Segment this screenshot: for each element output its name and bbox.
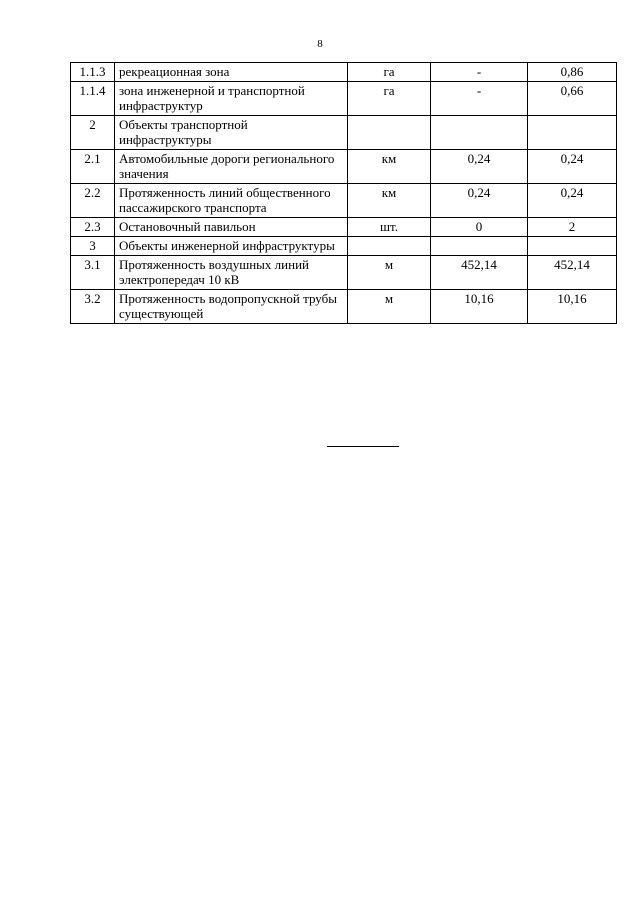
row-number-cell: 2.2 — [71, 184, 115, 218]
row-number-cell: 3.2 — [71, 290, 115, 324]
page-number: 8 — [317, 38, 323, 50]
row-name-cell: Объекты инженерной инфраструктуры — [115, 237, 348, 256]
row-unit-cell — [348, 116, 431, 150]
table-row — [71, 218, 617, 237]
table-row — [71, 63, 617, 82]
indicators-table — [70, 62, 617, 324]
row-value-planned-cell: 452,14 — [528, 256, 617, 290]
row-unit-cell: шт. — [348, 218, 431, 237]
row-number-cell: 2 — [71, 116, 115, 150]
row-value-current-cell: 10,16 — [431, 290, 528, 324]
row-value-current-cell: 0 — [431, 218, 528, 237]
row-number-cell: 3 — [71, 237, 115, 256]
row-unit-cell: м — [348, 290, 431, 324]
row-value-current-cell: 452,14 — [431, 256, 528, 290]
row-value-current-cell — [431, 237, 528, 256]
row-number-cell: 1.1.4 — [71, 82, 115, 116]
row-unit-cell: га — [348, 82, 431, 116]
table-row — [71, 150, 617, 184]
table-row — [71, 256, 617, 290]
row-unit-cell: км — [348, 150, 431, 184]
row-name-cell: Остановочный павильон — [115, 218, 348, 237]
row-number-cell: 2.1 — [71, 150, 115, 184]
row-unit-cell: км — [348, 184, 431, 218]
row-value-current-cell: - — [431, 82, 528, 116]
row-value-planned-cell: 0,24 — [528, 184, 617, 218]
row-value-planned-cell: 0,66 — [528, 82, 617, 116]
row-unit-cell — [348, 237, 431, 256]
row-number-cell: 3.1 — [71, 256, 115, 290]
row-value-planned-cell — [528, 237, 617, 256]
end-of-document-rule — [327, 446, 399, 447]
row-value-current-cell: 0,24 — [431, 184, 528, 218]
row-name-cell: зона инженерной и транспортной инфраструктур — [115, 82, 348, 116]
row-value-current-cell — [431, 116, 528, 150]
row-name-cell: Протяженность воздушных линий электропередач 10 кВ — [115, 256, 348, 290]
row-unit-cell: га — [348, 63, 431, 82]
row-name-cell: рекреационная зона — [115, 63, 348, 82]
row-value-planned-cell — [528, 116, 617, 150]
table-row — [71, 82, 617, 116]
table-row — [71, 290, 617, 324]
row-value-planned-cell: 0,86 — [528, 63, 617, 82]
row-value-planned-cell: 10,16 — [528, 290, 617, 324]
row-name-cell: Объекты транспортной инфраструктуры — [115, 116, 348, 150]
row-name-cell: Автомобильные дороги регионального значения — [115, 150, 348, 184]
row-number-cell: 1.1.3 — [71, 63, 115, 82]
table-row — [71, 184, 617, 218]
row-name-cell: Протяженность водопропускной трубы существующей — [115, 290, 348, 324]
row-value-current-cell: 0,24 — [431, 150, 528, 184]
row-name-cell: Протяженность линий общественного пассажирского транспорта — [115, 184, 348, 218]
table-row-section — [71, 116, 617, 150]
row-value-current-cell: - — [431, 63, 528, 82]
row-value-planned-cell: 2 — [528, 218, 617, 237]
row-unit-cell: м — [348, 256, 431, 290]
table-row-section — [71, 237, 617, 256]
row-value-planned-cell: 0,24 — [528, 150, 617, 184]
row-number-cell: 2.3 — [71, 218, 115, 237]
